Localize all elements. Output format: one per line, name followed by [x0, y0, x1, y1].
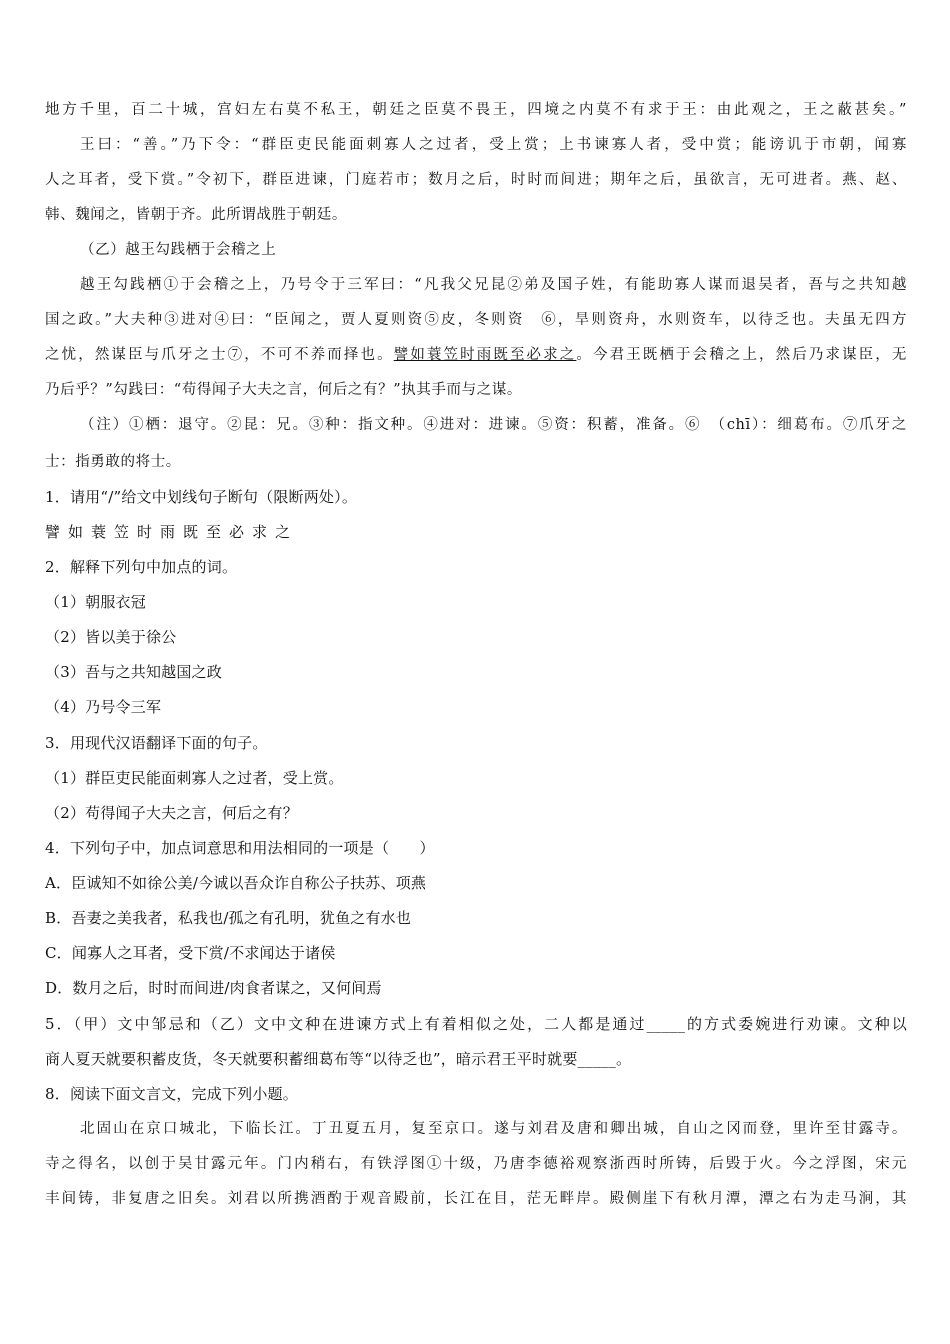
question-3: 3．用现代汉语翻译下面的句子。 [45, 734, 268, 752]
text-segment: 。今君王既栖于会稽之上，然后乃求谋臣，无 [576, 347, 907, 363]
text-line: 国之政。”大夫种③进对④曰：“臣闻之，贾人夏则资⑤皮，冬则资 ⑥，旱则资舟，水则资车，以待乏也。夫虽无四方 [45, 312, 907, 328]
text-line: 北固山在京口城北，下临长江。丁丑夏五月，复至京口。遂与刘君及唐和卿出城，自山之冈而登，里许至甘露寺。 [80, 1121, 907, 1137]
text-line: 韩、魏闻之，皆朝于齐。此所谓战胜于朝廷。 [45, 207, 347, 223]
text-line: 丰间铸，非复唐之旧矣。刘君以所携酒酌于观音殿前，长江在目，茫无畔岸。殿侧崖下有秋月潭，潭之右为走马涧，其 [45, 1191, 907, 1207]
question-2-item-1: （1）朝服衣冠 [45, 593, 146, 611]
question-5: 5．（甲）文中邹忌和（乙）文中文种在进谏方式上有着相似之处，二人都是通过_____的方式委婉进行劝谏。文种以 [45, 1015, 907, 1033]
question-2-item-3: （3）吾与之共知越国之政 [45, 663, 222, 681]
text-line: 地方千里，百二十城，宫妇左右莫不私王，朝廷之臣莫不畏王，四境之内莫不有求于王：由此观之，王之蔽甚矣。” [45, 102, 907, 118]
text-line: 人之耳者，受下赏。”令初下，群臣进谏，门庭若市；数月之后，时时而间进；期年之后，虽欲言，无可进者。燕、赵、 [45, 172, 907, 188]
question-1-sentence: 譬如蓑笠时雨既至必求之 [45, 523, 299, 541]
text-line: 寺之得名，以创于吴甘露元年。门内稍右，有铁浮图①十级，乃唐李德裕观察浙西时所铸，后毁于火。今之浮图，宋元 [45, 1156, 907, 1172]
question-3-item-2: （2）苟得闻子大夫之言，何后之有？ [45, 804, 298, 822]
question-2-item-2: （2）皆以美于徐公 [45, 628, 177, 646]
text-line: 王曰：“善。”乃下令：“群臣吏民能面刺寡人之过者，受上赏；上书谏寡人者，受中赏；能谤讥于市朝，闻寡 [80, 137, 907, 153]
question-2-item-4: （4）乃号令三军 [45, 698, 162, 716]
text-line: 乃后乎？”勾践曰：“苟得闻子大夫之言，何后之有？”执其手而与之谋。 [45, 382, 523, 398]
underlined-sentence: 譬如蓑笠时雨既至必求之 [393, 347, 577, 363]
text-line [45, 345, 907, 365]
option-b: B．吾妻之美我者，私我也/孤之有孔明，犹鱼之有水也 [45, 909, 412, 927]
option-a: A．臣诚知不如徐公美/今诚以吾众诈自称公子扶苏、项燕 [45, 874, 427, 892]
question-5-cont: 商人夏天就要积蓄皮货，冬天就要积蓄细葛布等“以待乏也”，暗示君王平时就要_____。 [45, 1050, 632, 1068]
annotation-line: （注）①栖：退守。②昆：兄。③种：指文种。④进对：进谏。⑤资：积蓄，准备。⑥ （chī）：细葛布。⑦爪牙之 [80, 417, 907, 433]
text-line: 越王勾践栖①于会稽之上，乃号令于三军曰：“凡我父兄昆②弟及国子姓，有能助寡人谋而退吴者，吾与之共知越 [80, 277, 907, 293]
question-1: 1．请用“/”给文中划线句子断句（限断两处）。 [45, 488, 358, 506]
option-d: D．数月之后，时时而间进/肉食者谋之，又何间焉 [45, 979, 382, 997]
annotation-line: 士：指勇敢的将士。 [45, 454, 181, 470]
question-8: 8．阅读下面文言文，完成下列小题。 [45, 1085, 298, 1103]
question-2: 2．解释下列句中加点的词。 [45, 558, 238, 576]
option-c: C．闻寡人之耳者，受下赏/不求闻达于诸侯 [45, 944, 336, 962]
section-heading: （乙）越王勾践栖于会稽之上 [80, 242, 277, 258]
question-3-item-1: （1）群臣吏民能面刺寡人之过者，受上赏。 [45, 769, 344, 787]
question-4: 4．下列句子中，加点词意思和用法相同的一项是（ ） [45, 839, 435, 857]
text-segment: 之忧，然谋臣与爪牙之士⑦，不可不养而择也。 [45, 347, 394, 363]
